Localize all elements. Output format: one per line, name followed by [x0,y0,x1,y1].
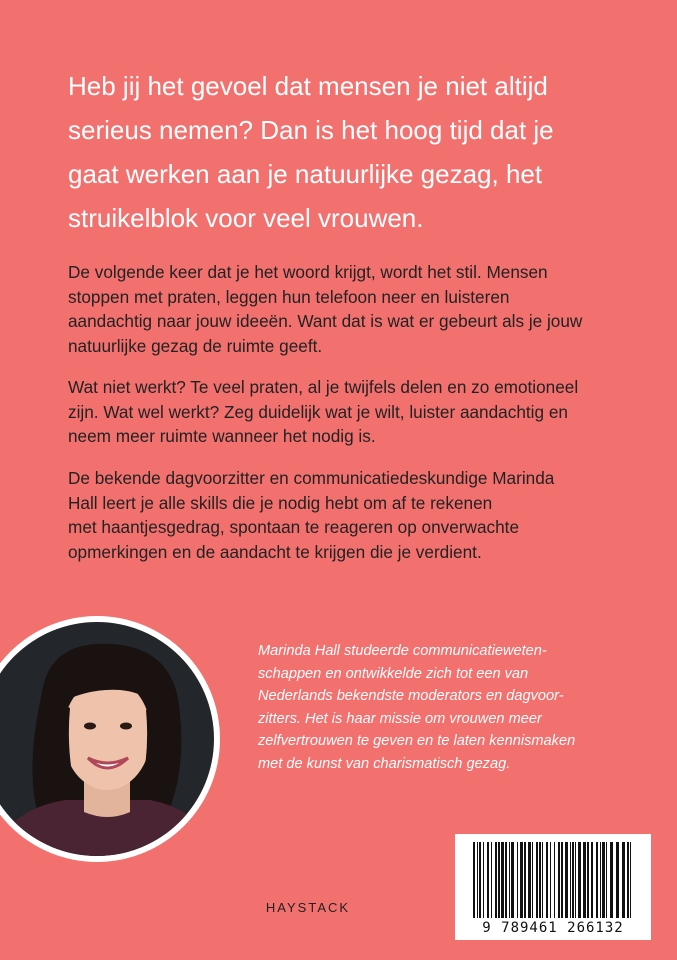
bio-line: Marinda Hall studeerde communicatieweten- [258,643,547,659]
barcode-bar [532,842,533,918]
barcode-bar [498,842,500,918]
barcode-bar [565,842,568,918]
barcode-bar [554,842,555,918]
barcode-bar [487,842,489,918]
barcode-bar [622,842,625,918]
barcode-bar [578,842,581,918]
paragraph-line: De bekende dagvoorzitter en communicatiedeskundige Marinda [68,468,555,488]
bio-line: zitters. Het is haar missie om vrouwen meer [258,710,542,727]
author-bio [258,640,658,776]
body-paragraph-1 [68,260,628,358]
barcode-bar [477,842,478,918]
barcode-bar [539,842,541,918]
barcode-bar [561,842,563,918]
paragraph-line: opmerkingen en de aandacht te krijgen die je verdient. [68,541,482,562]
barcode-bar [491,842,492,918]
paragraph-line: natuurlijke gezag de ruimte geeft. [68,335,323,356]
barcode-bar [572,842,574,918]
barcode-bar [483,842,484,918]
barcode-bar [524,842,526,918]
paragraph-line: aandachtig naar jouw ideeën. Want dat is wat er gebeurt als je jouw [68,311,583,331]
bio-line: met de kunst van charismatisch gezag. [258,755,511,772]
paragraph-line: stoppen met praten, leggen hun telefoon neer en luisteren [68,286,510,307]
author-portrait-image [0,622,214,856]
publisher-logo: HAYSTACK [265,900,351,915]
barcode-bar [627,842,629,918]
barcode-bar [546,842,548,918]
barcode-bar [606,842,607,918]
barcode-bar [550,842,551,918]
barcode-bar [558,842,560,918]
body-paragraph-3 [68,466,628,564]
barcode-bar [596,842,598,918]
barcode-bar [473,842,475,918]
barcode-bar [570,842,571,918]
intro-text [68,64,648,240]
barcode-bar [509,842,510,918]
barcode-bar [583,842,586,918]
barcode-bar [616,842,619,918]
barcode-bar [536,842,538,918]
barcode-bar [501,842,504,918]
bio-line: Nederlands bekendste moderators en dagvoor- [258,688,564,705]
bio-line: zelfvertrouwen te geven en te laten kennismaken [258,733,576,750]
isbn-barcode [455,834,651,940]
barcode-bar [517,842,518,918]
barcode-bar [610,842,613,918]
bio-line: schappen en ontwikkelde zich tot een van [258,665,529,682]
intro-line: gaat werken aan je natuurlijke gezag, het [68,159,543,189]
barcode-bar [630,842,631,918]
barcode-bar [591,842,593,918]
body-paragraph-2 [68,375,628,449]
barcode-bar [602,842,605,918]
paragraph-line: Wat niet werkt? Te veel praten, al je twijfels delen en zo emotioneel [68,377,579,397]
barcode-bar [520,842,523,918]
intro-line: Heb jij het gevoel dat mensen je niet altijd [68,71,548,101]
paragraph-line: met haantjesgedrag, spontaan te reageren op onverwachte [68,517,520,537]
author-photo [0,616,220,862]
barcode-bar [505,842,507,918]
barcode-bar [600,842,601,918]
paragraph-line: Hall leert je alle skills die je nodig hebt om af te rekenen [68,492,493,513]
intro-line: serieus nemen? Dan is het hoog tijd dat je [68,115,554,145]
intro-line: struikelblok voor veel vrouwen. [68,203,424,233]
paragraph-line: zijn. Wat wel werkt? Zeg duidelijk wat je wilt, luister aandachtig en [68,401,568,422]
barcode-bar [542,842,543,918]
paragraph-line: De volgende keer dat je het woord krijgt, wordt het stil. Mensen [68,262,548,282]
barcode-bar [511,842,514,918]
isbn-number: 9 789461 266132 [482,920,624,936]
barcode-bar [479,842,481,918]
barcode-bar [495,842,497,918]
barcode-bars [455,834,651,924]
paragraph-line: neem meer ruimte wanneer het nodig is. [68,426,376,446]
barcode-bar [587,842,589,918]
barcode-bar [575,842,576,918]
barcode-bar [528,842,531,918]
